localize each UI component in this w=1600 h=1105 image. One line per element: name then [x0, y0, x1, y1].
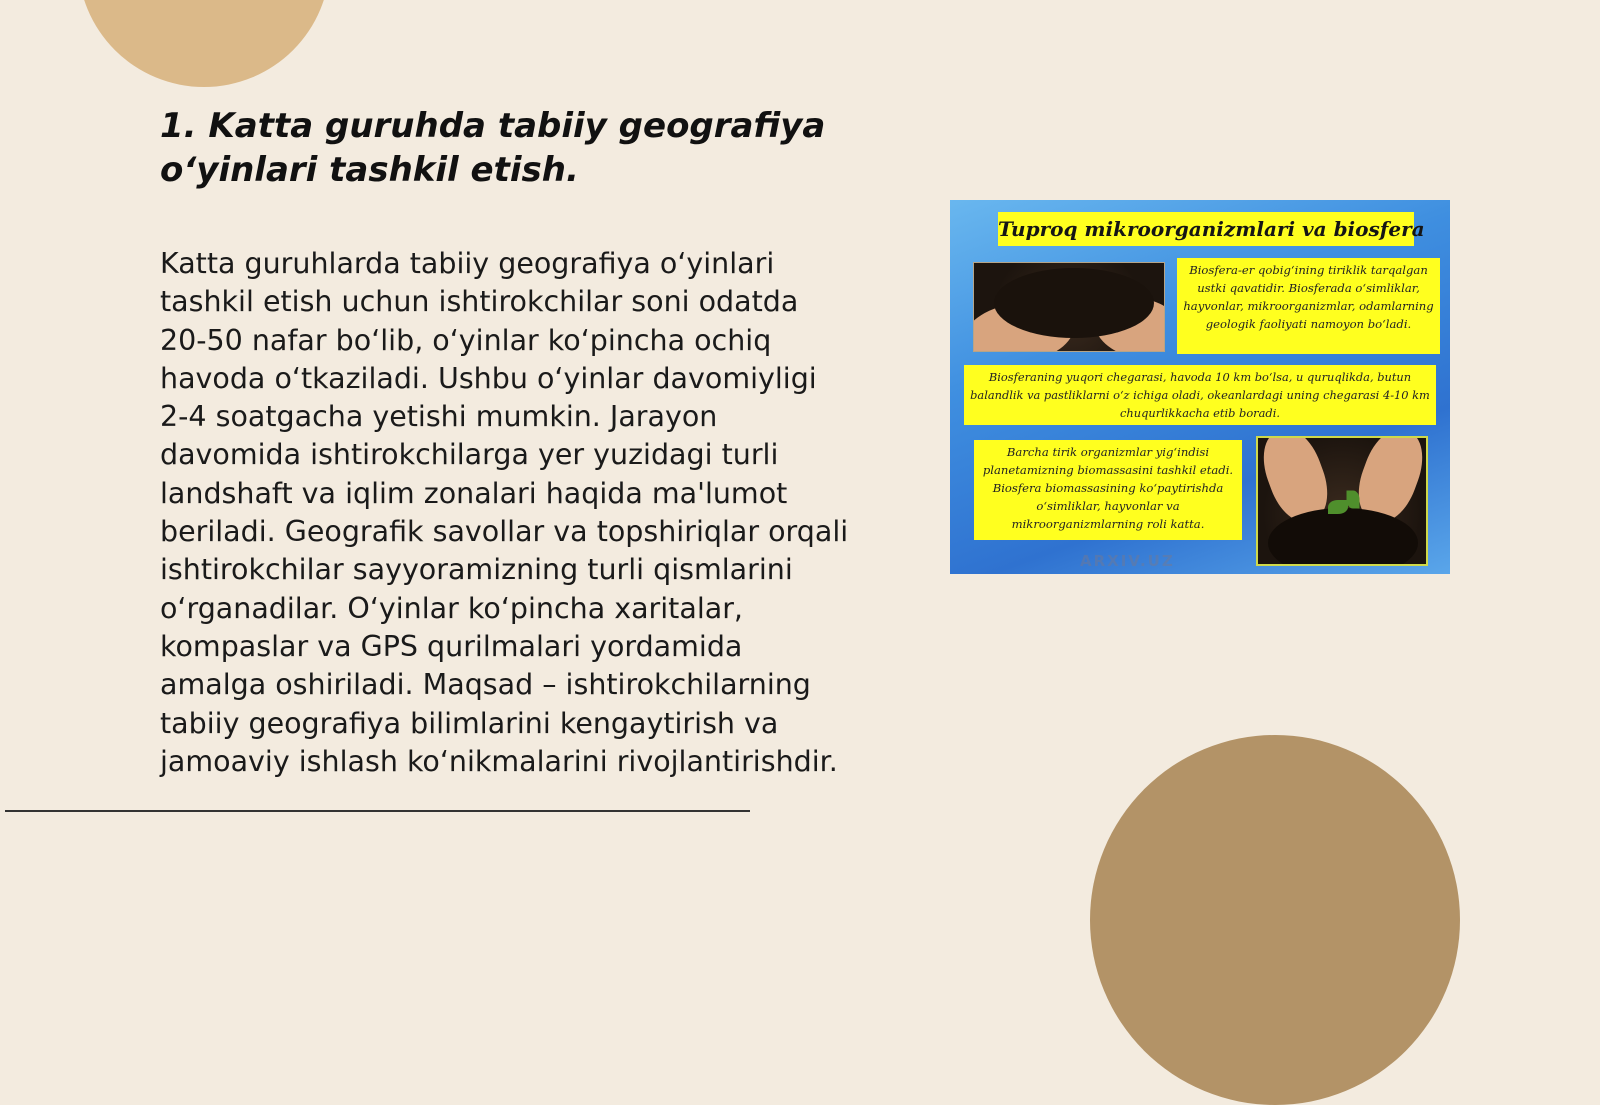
decorative-circle-top — [78, 0, 330, 87]
image-text-box-biomass: Barcha tirik organizmlar yig‘indisi planetamizning biomassasini tashkil etadi. Biosfera biomassasining ko‘paytirishda o‘simliklar, hayvonlar va mikroorganizmlarning roli katta. — [974, 440, 1242, 540]
image-title: Tuproq mikroorganizmlari va biosfera — [998, 212, 1414, 246]
image-text-box-boundaries: Biosferaning yuqori chegarasi, havoda 10 km bo‘lsa, u quruqlikda, butun balandlik va pastliklarni o‘z ichiga oladi, okeanlardagi uning chegarasi 4-10 km chuqurlikkacha etib boradi. — [964, 365, 1436, 425]
biosphere-image — [950, 200, 1450, 574]
soil-hands-photo — [973, 262, 1165, 352]
divider-line — [5, 810, 750, 812]
image-text-box-biosphere: Biosfera-er qobig‘ining tiriklik tarqalgan ustki qavatidir. Biosferada o‘simliklar, hayvonlar, mikroorganizmlar, odamlarning geologik faoliyati namoyon bo‘ladi. — [1177, 258, 1440, 354]
slide-body-text: Katta guruhlarda tabiiy geografiya o‘yinlari tashkil etish uchun ishtirokchilar soni odatda 20-50 nafar bo‘lib, o‘yinlar ko‘pincha ochiq havoda o‘tkaziladi. Ushbu o‘yinlar davomiyligi 2-4 soatgacha yetishi mumkin. Jarayon davomida ishtirokchilarga yer yuzidagi turli landshaft va iqlim zonalari haqida ma'lumot beriladi. Geografik savollar va topshiriqlar orqali ishtirokchilar sayyoramizning turli qismlarini o‘rganadilar. O‘yinlar ko‘pincha xaritalar, kompaslar va GPS qurilmalari yordamida amalga oshiriladi. Maqsad – ishtirokchilarning tabiiy geografiya bilimlarini kengaytirish va jamoaviy ishlash ko‘nikmalarini rivojlantirishdir. — [160, 247, 849, 778]
slide-title: 1. Katta guruhda tabiiy geografiya o‘yinlari tashkil etish. — [160, 106, 826, 190]
seedling-hands-photo — [1256, 436, 1428, 566]
decorative-circle-bottom — [1090, 735, 1460, 1105]
watermark-text: ARXIV.UZ — [1080, 552, 1175, 570]
